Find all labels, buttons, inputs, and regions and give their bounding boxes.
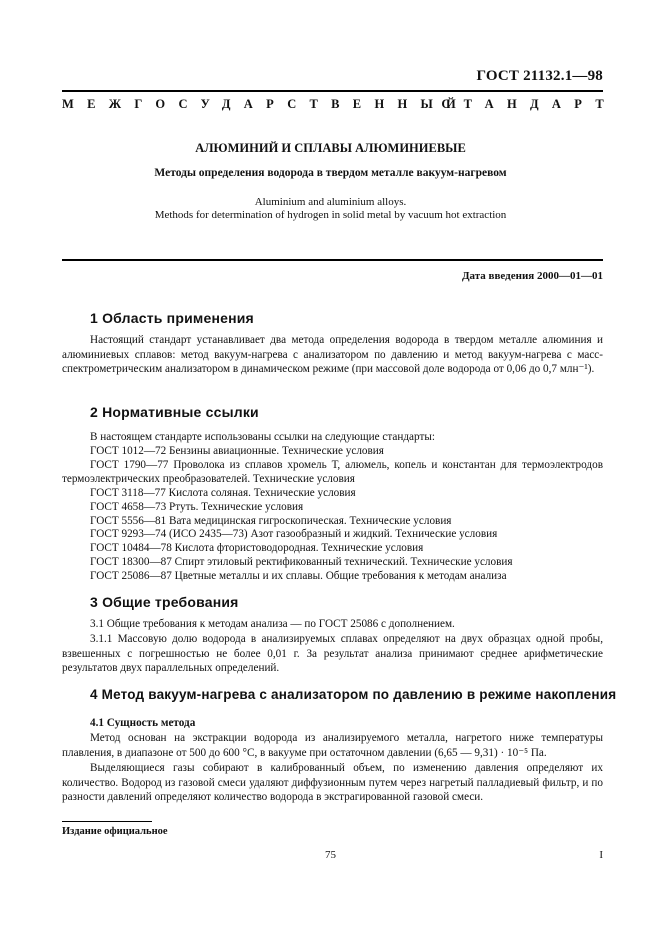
english-title-line1: Aluminium and aluminium alloys. — [254, 196, 407, 208]
reference-item: ГОСТ 4658—73 Ртуть. Технические условия — [90, 500, 304, 513]
footer-rule — [62, 821, 152, 822]
standard-type-left: МЕЖГОСУДАРСТВЕННЫЙ — [62, 97, 470, 111]
section3-heading: 3 Общие требования — [90, 594, 239, 610]
edition-label: Издание официальное — [62, 826, 168, 837]
main-title: АЛЮМИНИЙ И СПЛАВЫ АЛЮМИНИЕВЫЕ — [195, 141, 466, 155]
reference-item: ГОСТ 3118—77 Кислота соляная. Технические условия — [90, 486, 356, 499]
section3-paragraph-1: 3.1 Общие требования к методам анализа — по ГОСТ 25086 с дополнением. — [90, 618, 455, 630]
reference-item: ГОСТ 18300—87 Спирт этиловый ректификованный технический. Технические условия — [90, 556, 513, 569]
reference-item: ГОСТ 1012—72 Бензины авиационные. Технические условия — [90, 445, 384, 457]
english-title-line2: Methods for determination of hydrogen in solid metal by vacuum hot extraction — [154, 208, 507, 221]
section2-heading: 2 Нормативные ссылки — [90, 404, 259, 420]
section4-paragraph-1: Метод основан на экстракции водорода из анализируемого металла, нагретого ниже температуры плавления, в диапазоне от 500 до 600 °С, в вакууме при остаточном давлении (6,65 — 9,31) · 10⁻⁵ Па. — [62, 732, 603, 759]
page-number: 75 — [325, 849, 336, 861]
gost-code: ГОСТ 21132.1—98 — [476, 68, 603, 84]
intro-date: Дата введения 2000—01—01 — [461, 270, 603, 282]
section2-intro: В настоящем стандарте использованы ссылки на следующие стандарты: — [90, 431, 435, 443]
standard-type-right: СТАНДАРТ — [441, 97, 617, 111]
reference-list — [62, 445, 603, 584]
section4-heading: 4 Метод вакуум-нагрева с анализатором по давлению в режиме накопления — [90, 687, 617, 702]
reference-item: ГОСТ 1790—77 Проволока из сплавов хромель Т, алюмель, копель и константан для термоэлектродов термоэлектрических преобразователей. Технические условия — [62, 458, 603, 485]
reference-item: ГОСТ 10484—78 Кислота фтористоводородная. Технические условия — [90, 542, 424, 555]
reference-item: ГОСТ 5556—81 Вата медицинская гигроскопическая. Технические условия — [90, 514, 452, 527]
sheet-number: I — [599, 849, 603, 861]
middle-rule — [62, 259, 603, 261]
english-title — [0, 196, 661, 221]
reference-item: ГОСТ 9293—74 (ИСО 2435—73) Азот газообразный и жидкий. Технические условия — [90, 528, 498, 541]
section1-text: Настоящий стандарт устанавливает два метода определения водорода в твердом металле алюминия и алюминиевых сплавов: метод вакуум-нагрева с анализатором по давлению и метод вакуум-нагрева с масс-спектрометрическим анализатором в динамическом режиме (при массовой доле водорода от 0,06 до 0,7 млн⁻¹). — [62, 334, 603, 375]
top-rule — [62, 90, 603, 92]
section4-subheading: 4.1 Сущность метода — [90, 717, 196, 729]
section4-paragraph-2: Выделяющиеся газы собирают в калиброванный объем, по изменению давления определяют их количество. Водород из газовой смеси удаляют диффузионным путем через нагретый палладиевый фильтр, и по разности давлений определяют количество водорода в экстрагированной газовой смеси. — [62, 762, 603, 803]
reference-item: ГОСТ 25086—87 Цветные металлы и их сплавы. Общие требования к методам анализа — [90, 570, 507, 583]
sub-title: Методы определения водорода в твердом металле вакуум-нагревом — [154, 167, 507, 179]
section1-heading: 1 Область применения — [90, 310, 254, 326]
section3-paragraph-2: 3.1.1 Массовую долю водорода в анализируемых сплавах определяют на двух образцах одной пробы, взвешенных с погрешностью не более 0,01 г. За результат анализа принимают среднее арифметические результатов двух параллельных определений. — [62, 633, 603, 674]
